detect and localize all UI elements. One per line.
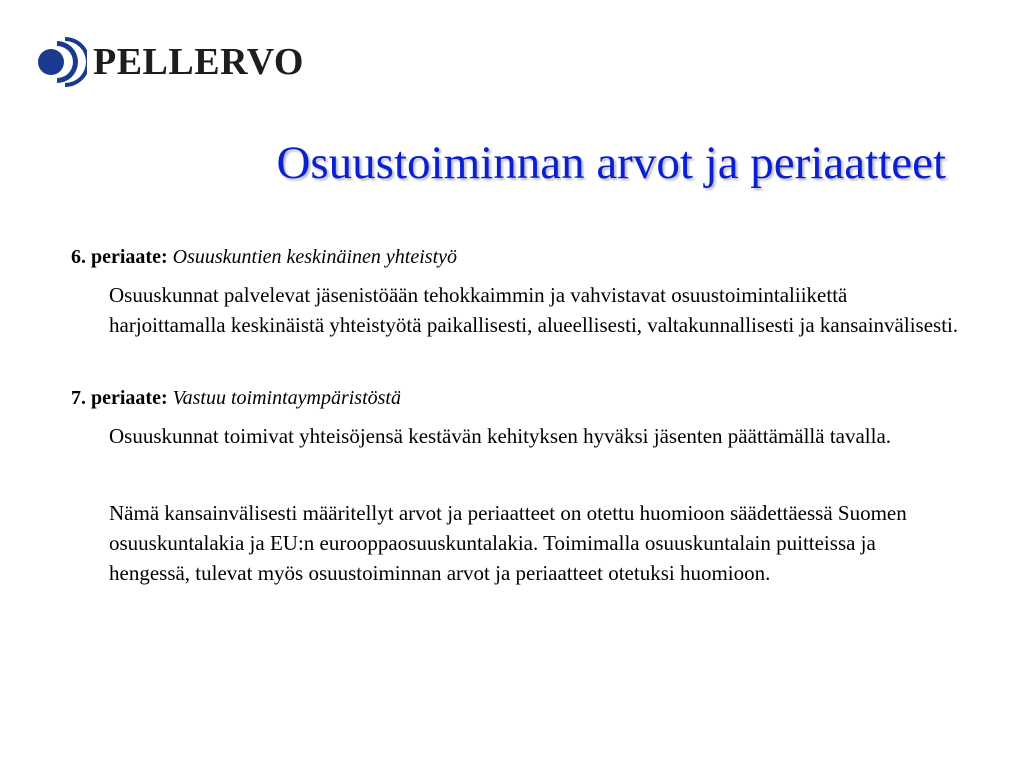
principle-6 (71, 243, 971, 340)
principle-text: Osuuskunnat toimivat yhteisöjensä kestävän kehityksen hyväksi jäsenten päättämällä tavalla. (109, 424, 892, 448)
principle-name: Osuuskuntien keskinäinen yhteistyö (172, 246, 458, 268)
principle-number: 6. periaate: (71, 246, 168, 268)
pellervo-logo (33, 34, 304, 90)
slide-content (71, 243, 971, 588)
principle-7 (71, 384, 971, 451)
principle-text: Osuuskunnat palvelevat jäsenistöään tehokkaimmin ja vahvistavat osuustoimintaliikettä harjoittamalla keskinäistä yhteistyötä paikallisesti, alueellisesti, valtakunnallisesti ja kansainvälisesti. (109, 283, 959, 337)
closing-paragraph: Nämä kansainvälisesti määritellyt arvot ja periaatteet on otettu huomioon säädettäessä Suomen osuuskuntalakia ja EU:n eurooppaosuuskuntalakia. Toimimalla osuuskuntalain puitteissa ja hengessä, tulevat myös osuustoiminnan arvot ja periaatteet otetuksi huomioon. (109, 501, 907, 585)
principle-name: Vastuu toimintaympäristöstä (172, 387, 401, 409)
slide-title: Osuustoiminnan arvot ja periaatteet (276, 137, 946, 189)
principle-heading (71, 384, 971, 412)
logo-wordmark: PELLERVO (93, 41, 304, 83)
principle-number: 7. periaate: (71, 387, 168, 409)
principle-heading (71, 243, 971, 271)
pellervo-logo-icon (33, 35, 87, 89)
